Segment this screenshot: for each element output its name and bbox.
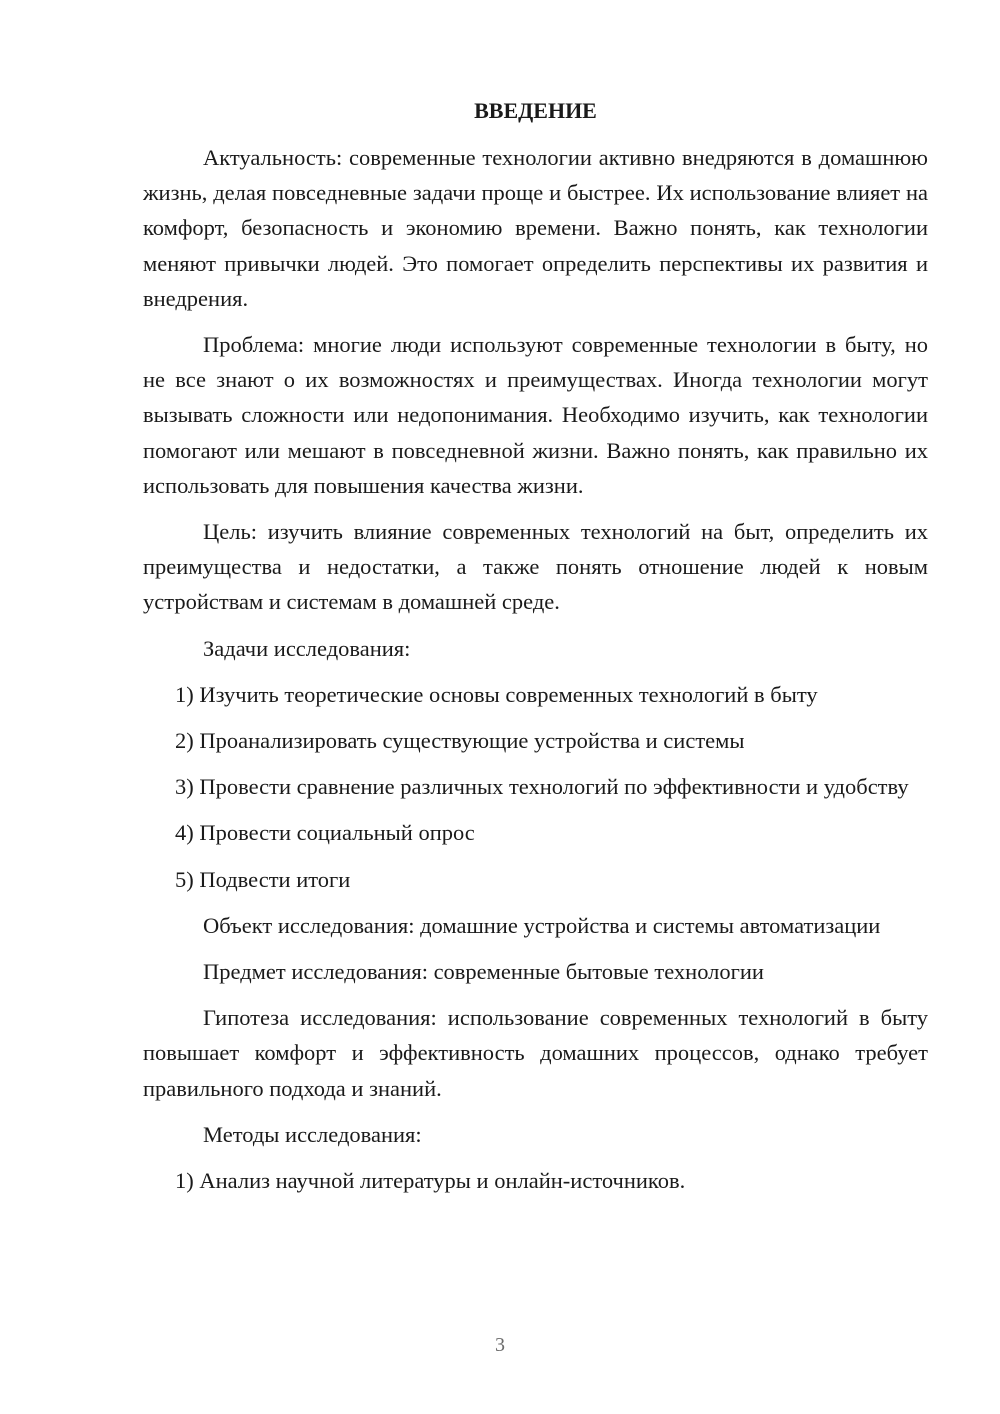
paragraph-problem: Проблема: многие люди используют современные технологии в быту, но не все знают о их возможностях и преимуществах. Иногда технологии могут вызывать сложности или недопонимания. Необходимо изучить, как технологии помогают или мешают в повседневной жизни. Важно понять, как правильно их использовать для повышения качества жизни. bbox=[143, 332, 928, 498]
page-content bbox=[143, 92, 928, 1198]
page-number: 3 bbox=[495, 1334, 505, 1356]
task-item: 1) Изучить теоретические основы современных технологий в быту bbox=[175, 681, 818, 707]
tasks-title: Задачи исследования: bbox=[203, 635, 411, 661]
methods-title: Методы исследования: bbox=[203, 1121, 422, 1147]
method-item: 1) Анализ научной литературы и онлайн-источников. bbox=[175, 1168, 686, 1194]
paragraph-relevance: Актуальность: современные технологии активно внедряются в домашнюю жизнь, делая повседневные задачи проще и быстрее. Их использование влияет на комфорт, безопасность и экономию времени. Важно понять, как технологии меняют привычки людей. Это помогает определить перспективы их развития и внедрения. bbox=[143, 145, 928, 311]
task-item: 4) Провести социальный опрос bbox=[175, 820, 475, 846]
task-item: 2) Проанализировать существующие устройства и системы bbox=[175, 728, 745, 754]
paragraph-goal: Цель: изучить влияние современных технологий на быт, определить их преимущества и недостатки, а также понять отношение людей к новым устройствам и системам в домашней среде. bbox=[143, 519, 928, 615]
paragraph-hypothesis: Гипотеза исследования: использование современных технологий в быту повышает комфорт и эффективность домашних процессов, однако требует правильного подхода и знаний. bbox=[143, 1005, 928, 1101]
paragraph-subject: Предмет исследования: современные бытовые технологии bbox=[203, 959, 764, 985]
task-item: 5) Подвести итоги bbox=[175, 866, 351, 892]
section-heading: ВВЕДЕНИЕ bbox=[474, 98, 597, 123]
task-item: 3) Провести сравнение различных технологий по эффективности и удобству bbox=[175, 774, 909, 800]
paragraph-object: Объект исследования: домашние устройства и системы автоматизации bbox=[203, 912, 881, 938]
